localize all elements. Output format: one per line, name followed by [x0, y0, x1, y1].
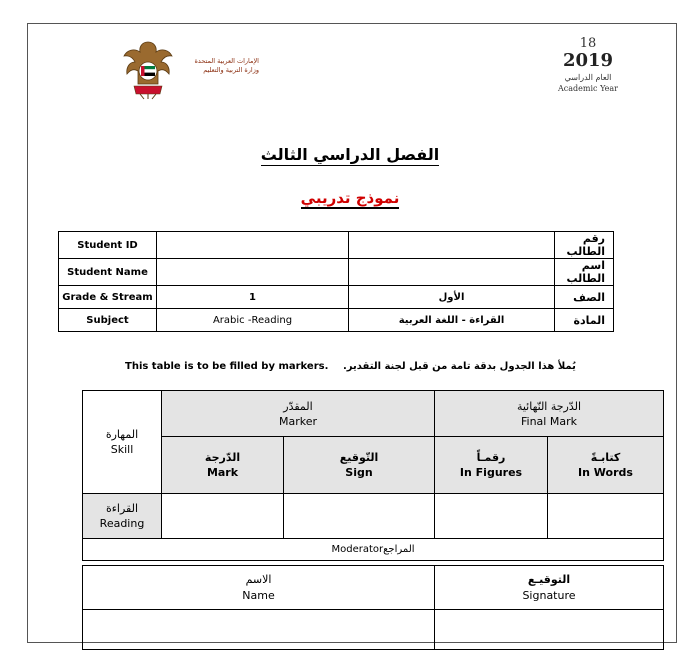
- moderator-signature-en: Signature: [522, 588, 576, 602]
- moderator-name-header: [83, 566, 435, 610]
- reading-words-cell[interactable]: [548, 494, 664, 539]
- words-header-en: In Words: [578, 466, 633, 479]
- markers-note-en: This table is to be filled by markers.: [125, 361, 329, 372]
- grade-label-ar: الصف: [555, 286, 614, 309]
- moderator-heading-ar: المراجع: [383, 544, 415, 555]
- sign-header-ar: التّوقيع: [339, 451, 379, 464]
- moderator-heading: [83, 539, 664, 561]
- mark-header: [162, 437, 284, 494]
- mark-header-ar: الدّرجة: [204, 451, 241, 464]
- grade-value-ar: الأول: [349, 286, 555, 309]
- moderator-signature-cell[interactable]: [435, 610, 664, 650]
- skill-header-en: Skill: [110, 443, 134, 456]
- table-row: [59, 286, 614, 309]
- student-id-label: Student ID: [59, 232, 157, 259]
- figures-header: [435, 437, 548, 494]
- term-title: [200, 145, 500, 164]
- table-row: [59, 232, 614, 259]
- student-name-label: Student Name: [59, 259, 157, 286]
- reading-skill-en: Reading: [99, 517, 145, 530]
- student-id-label-ar: رقم الطالب: [555, 232, 614, 259]
- grade-value: 1: [157, 286, 349, 309]
- table-row: [83, 610, 664, 650]
- marker-header-ar: المقدّر: [283, 399, 313, 413]
- reading-sign-cell[interactable]: [284, 494, 435, 539]
- sample-title-text: نموذج تدريبي: [300, 189, 400, 207]
- skill-header: [83, 391, 162, 494]
- table-row: [83, 494, 664, 539]
- table-row: [83, 566, 664, 610]
- reading-skill-cell: [83, 494, 162, 539]
- academic-year-arabic: العام الدراسي: [564, 73, 612, 82]
- table-row: [83, 539, 664, 561]
- moderator-name-cell[interactable]: [83, 610, 435, 650]
- reading-figures-cell[interactable]: [435, 494, 548, 539]
- markers-note-ar: يُملأ هذا الجدول بدقة تامة من قبل لجنة التقدير.: [343, 361, 576, 372]
- marker-header-en: Marker: [278, 414, 318, 428]
- ministry-line-2: وزارة التربية والتعليم: [203, 66, 259, 74]
- student-id-field[interactable]: [157, 232, 349, 259]
- term-title-text: الفصل الدراسي الثالث: [260, 145, 440, 164]
- skill-header-ar: المهارة: [105, 428, 139, 441]
- student-name-field[interactable]: [157, 259, 349, 286]
- moderator-signature-header: [435, 566, 664, 610]
- mark-header-en: Mark: [206, 466, 239, 479]
- moderator-heading-en: Moderator: [331, 544, 384, 555]
- reading-mark-cell[interactable]: [162, 494, 284, 539]
- final-mark-header-ar: الدّرجة النّهائية: [516, 399, 582, 413]
- moderator-signature-ar: التوقيـع: [527, 572, 571, 586]
- words-header-ar: كتابـةً: [590, 451, 621, 464]
- figures-header-en: In Figures: [459, 466, 523, 479]
- sign-header: [284, 437, 435, 494]
- marker-header: [162, 391, 435, 437]
- year-end: 2019: [562, 50, 614, 71]
- reading-skill-ar: القراءة: [105, 502, 139, 515]
- table-row: [59, 259, 614, 286]
- final-mark-header: [435, 391, 664, 437]
- student-name-label-ar: اسم الطالب: [555, 259, 614, 286]
- academic-year-block: [548, 37, 628, 94]
- moderator-name-en: Name: [242, 588, 275, 602]
- marks-table: [82, 390, 664, 561]
- uae-emblem-icon: [122, 38, 174, 100]
- ministry-line-1: الإمارات العربية المتحدة: [194, 57, 259, 65]
- figures-header-ar: رقمـاً: [476, 451, 506, 464]
- academic-year-english: Academic Year: [558, 84, 618, 93]
- student-name-field-ar[interactable]: [349, 259, 555, 286]
- final-mark-header-en: Final Mark: [521, 414, 577, 428]
- moderator-table: [82, 565, 664, 650]
- subject-value: Arabic -Reading: [157, 309, 349, 332]
- year-start: 18: [579, 36, 597, 51]
- table-row: [83, 437, 664, 494]
- words-header: [548, 437, 664, 494]
- sample-title: [200, 189, 500, 207]
- sign-header-en: Sign: [345, 466, 373, 479]
- moderator-name-ar: الاسم: [245, 572, 272, 586]
- table-row: [83, 391, 664, 437]
- subject-value-ar: القراءة - اللغة العربية: [349, 309, 555, 332]
- table-row: [59, 309, 614, 332]
- ministry-name: [183, 57, 259, 75]
- student-id-field-ar[interactable]: [349, 232, 555, 259]
- subject-label: Subject: [59, 309, 157, 332]
- subject-label-ar: المادة: [555, 309, 614, 332]
- student-info-table: [58, 231, 614, 332]
- grade-label: Grade & Stream: [59, 286, 157, 309]
